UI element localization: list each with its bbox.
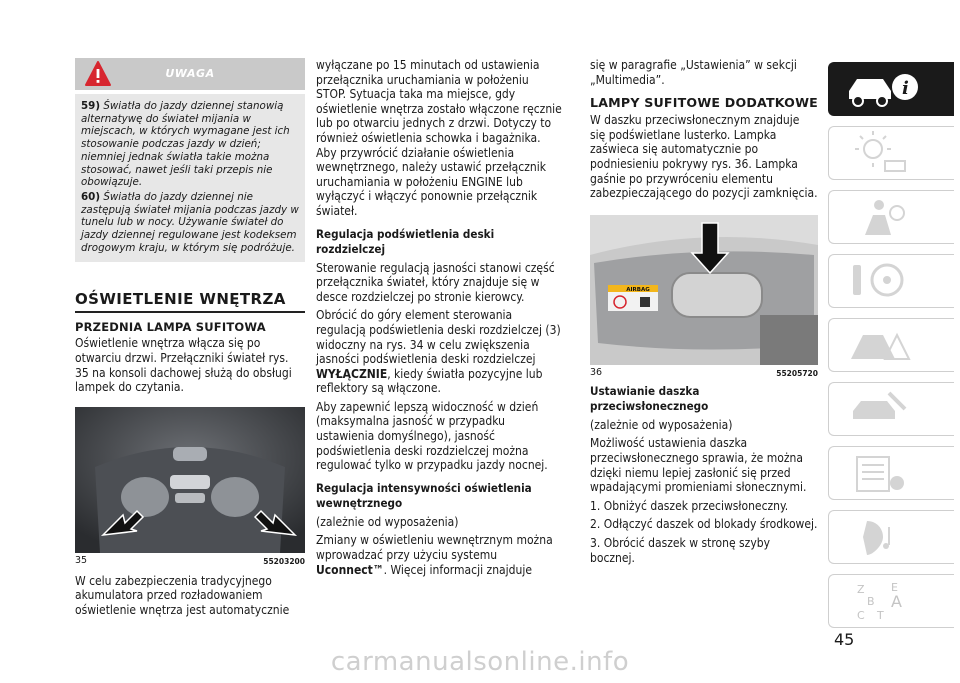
figure-35-image	[75, 407, 305, 553]
paragraph: Sterowanie regulacją jasności stanowi część przełącznika świateł, który znajduje się w desce rozdzielczej po stronie kierowcy.	[316, 260, 555, 304]
figure-code: 55205720	[776, 368, 818, 378]
chapter-sidebar	[828, 62, 954, 638]
tab-safety[interactable]	[828, 190, 954, 244]
steering-icon	[843, 259, 923, 303]
figure-code: 55203200	[263, 556, 305, 566]
subheading: Regulacja podświetlenia deski rozdzielczej	[316, 226, 495, 256]
warning-item: 60) Światła do jazdy dziennej nie zastępują świateł mijania podczas jazdy w tunelu lub w nocy. Używanie świateł do jazdy dziennej regulowane jest kodeksem drogowym kraju, w którym się podróżuje.	[81, 190, 299, 254]
tab-multimedia[interactable]	[828, 510, 954, 564]
subheading: Regulacja intensywności oświetlenia wewnętrznego	[316, 480, 532, 510]
paragraph: wyłączane po 15 minutach od ustawienia przełącznika uruchamiania w położeniu STOP. Sytuacja taka ma miejsce, gdy oświetlenie wnętrza zostało włączone ręcznie lub po otwarciu jednych z drzwi. Dotyczy to również oświetlenia schowka i bagażnika. Aby przywrócić działanie oświetlenia wewnętrznego, należy ustawić przełącznik uruchamiania w położeniu ENGINE lub wyłączyć i włączyć ponownie przełącznik świateł.	[316, 58, 562, 218]
column-3	[590, 58, 818, 565]
column-2	[316, 58, 562, 577]
figure-number: 36	[590, 366, 603, 378]
svg-text:T: T	[877, 609, 884, 622]
paragraph: Możliwość ustawienia daszka przeciwsłonecznego sprawia, że można dzięki niemu lepiej zasłonić się przed wpadającymi promieniami słonecznymi.	[590, 436, 807, 495]
tab-index[interactable]	[828, 574, 954, 628]
tab-emergency[interactable]	[828, 318, 954, 372]
tab-maintenance[interactable]	[828, 382, 954, 436]
section-heading: LAMPY SUFITOWE DODATKOWE	[590, 95, 818, 111]
tab-lights[interactable]	[828, 126, 954, 180]
car-info-icon	[843, 67, 923, 111]
figure-35-caption	[75, 555, 305, 566]
paragraph: się w paragrafie „Ustawienia” w sekcji „Multimedia”.	[590, 58, 797, 87]
lights-icon	[843, 131, 923, 175]
sun-visor-illustration	[590, 215, 818, 365]
paragraph: (zależnie od wyposażenia)	[590, 417, 733, 432]
svg-text:A: A	[891, 592, 902, 611]
tab-car-info[interactable]	[828, 62, 954, 116]
alphabet-index-icon	[843, 579, 923, 623]
paragraph: (zależnie od wyposażenia)	[316, 514, 459, 529]
figure-36-image	[590, 215, 818, 365]
tab-technical-data[interactable]	[828, 446, 954, 500]
airbag-person-icon	[843, 195, 923, 239]
warning-title: UWAGA	[165, 67, 215, 80]
column-1	[75, 58, 305, 618]
multimedia-icon	[843, 515, 923, 559]
subheading: Ustawianie daszka przeciwsłonecznego	[590, 383, 709, 413]
paragraph: W celu zabezpieczenia tradycyjnego akumulatora przed rozładowaniem oświetlenie wnętrza jest automatycznie	[75, 573, 290, 617]
paragraph: Obrócić do góry element sterowania regulacją podświetlenia deski rozdzielczej (3) widoczny na rys. 34 w celu zwiększenia jasności podświetlenia deski rozdzielczej WYŁĄCZNIE, kiedy światła pozycyjne lub reflektory są włączone.	[316, 308, 561, 396]
subsection-title: PRZEDNIA LAMPA SUFITOWA	[75, 320, 266, 335]
list-item: 2. Odłączyć daszek od blokady środkowej.	[590, 517, 818, 532]
paragraph: Zmiany w oświetleniu wewnętrznym można wprowadzać przy użyciu systemu Uconnect™. Więcej informacji znajduje	[316, 533, 553, 577]
svg-text:Z: Z	[857, 583, 865, 596]
list-item: 1. Obniżyć daszek przeciwsłoneczny.	[590, 498, 789, 513]
svg-text:C: C	[857, 609, 865, 622]
warning-header	[75, 58, 305, 90]
svg-text:i: i	[902, 78, 909, 99]
paragraph: Aby zapewnić lepszą widoczność w dzień (maksymalna jasność w przypadku ustawienia domyślnego), jasność podświetlenia deski rozdzielczej można regulować tylko w przypadku jazdy nocnej.	[316, 399, 548, 473]
figure-number: 35	[75, 554, 88, 566]
paragraph: W daszku przeciwsłonecznym znajduje się podświetlane lusterko. Lampka zaświeca się automatycznie po podniesieniu pokrywy rys. 36. Lampka gaśnie po przywróceniu elementu zabezpieczającego do pozycji zamknięcia.	[590, 113, 818, 201]
warning-item: 59) Światła do jazdy dziennej stanowią alternatywę do świateł mijania w miejscach, w których wymagane jest ich stosowanie podczas jazdy w dzień; niemniej jednak światła takie można stosować, nawet jeśli taki przepis nie obowiązuje.	[81, 100, 290, 189]
airbag-label: AIRBAG	[626, 286, 650, 293]
warning-body	[75, 94, 305, 262]
page-number: 45	[834, 630, 855, 649]
watermark[interactable]: carmanualsonline.info	[330, 647, 630, 677]
crash-warning-icon	[843, 323, 923, 367]
tab-starting-driving[interactable]	[828, 254, 954, 308]
list-item: 3. Obrócić daszek w stronę szyby bocznej.	[590, 535, 770, 565]
svg-text:E: E	[891, 581, 898, 594]
wrench-car-icon	[843, 387, 923, 431]
overhead-console-illustration	[75, 407, 305, 553]
figure-36-caption	[590, 367, 818, 378]
paragraph: Oświetlenie wnętrza włącza się po otwarciu drzwi. Przełączniki świateł rys. 35 na konsoli dachowej służą do obsługi lampek do czytania.	[75, 336, 292, 395]
svg-text:B: B	[867, 595, 875, 608]
checklist-icon	[843, 451, 923, 495]
section-title: OŚWIETLENIE WNĘTRZA	[75, 290, 286, 309]
